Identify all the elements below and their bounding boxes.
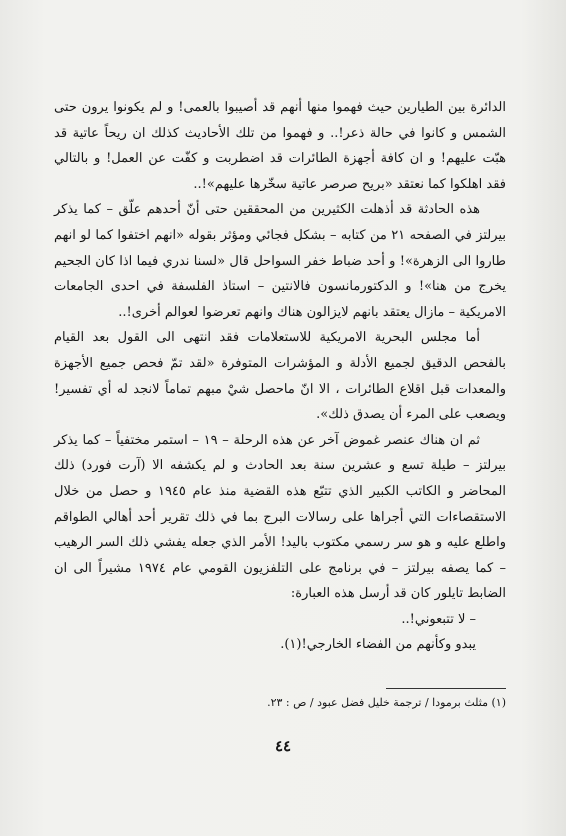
paragraph-4: ثم ان هناك عنصر غموض آخر عن هذه الرحلة – ١٩ – استمر مختفياً – كما يذكر بيرلتز – طيلة تسع و عشرين سنة بعد الحادث و لم يكشفه الا (آرت فورد) ذلك المحاضر و الكاتب الكبير الذي تتبّع هذه القضية منذ عام ١٩٤٥ و حصل من خلال الاستقصاءات التي أجراها على رسالات البرج بما في ذلك تقرير أحد أهالي الطواقم واطلع عليه و هو سر رسمي مكتوب باليد! الأمر الذي جعله يفشي ذلك السر الرهيب – كما يصفه بيرلتز – في برنامج على التلفزيون القومي عام ١٩٧٤ مشيراً الى ان الضابط تايلور كان قد أرسل هذه العبارة: [54,432,507,602]
footnote: (١) مثلث برمودا / ترجمة خليل فضل عبود / ص : ٢٣. [267,696,506,709]
footnote-divider [386,688,506,689]
paragraph-1: الدائرة بين الطيارين حيث فهموا منها أنهم قد أصيبوا بالعمى! و لم يكونوا يرون حتى الشمس و كانوا في حالة ذعر!.. و فهموا من تلك الأحاديث كذلك ان ريحاً عاتية قد هبّت عليهم! و ان كافة أجهزة الطائرات قد اضطربت و كفّت عن العمل! و بالتالي فقد اهلكوا كما نعتقد «بريح صرصر عاتية سخّرها عليهم»!.. [54,100,506,192]
main-text [54,95,506,658]
paragraph-2: هذه الحادثة قد أذهلت الكثيرين من المحققين حتى أنّ أحدهم علّق – كما يذكر بيرلتز في الصفحه ٢١ من كتابه – بشكل فجائي ومؤثر بقوله «انهم اختفوا كما لو انهم طاروا الى الزهرة»! و أحد ضباط خفر السواحل قال «لسنا ندري فيما اذا كان الجحيم يخرج من هنا»! و الدكتورمانسون فالانتين – استاذ الفلسفة في احدى الجامعات الامريكية – مازال يعتقد بانهم لايزالون هناك وانهم تعرضوا لعوالم أخرى!.. [54,202,506,320]
page-number: ٤٤ [274,737,292,755]
quote-line-2: يبدو وكأنهم من الفضاء الخارجي!(١). [280,637,476,653]
quote-line-1: – لا تتبعوني!.. [401,611,476,627]
paragraph-3: أما مجلس البحرية الامريكية للاستعلامات فقد انتهى الى القول بعد القيام بالفحص الدقيق لجميع الأدلة و المؤشرات المتوفرة «لقد تمّ فحص جميع الأجهزة والمعدات قبل اقلاع الطائرات ، الا انّ ماحصل شيْ مبهم تماماً لانجد له أي تفسير! ويصعب على المرء أن يصدق ذلك». [54,330,506,423]
